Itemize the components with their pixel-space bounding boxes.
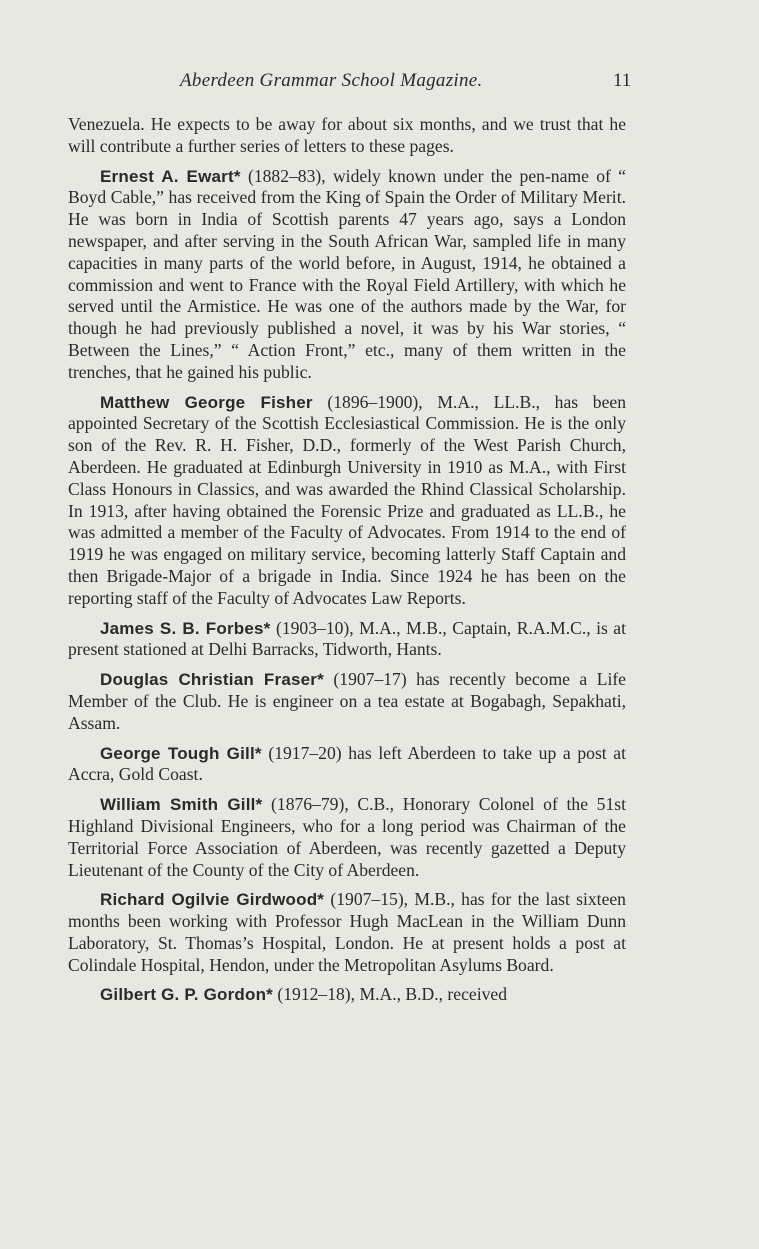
entry-paragraph <box>68 166 626 384</box>
entry-paragraph <box>68 889 626 976</box>
entry-name: Ernest A. Ewart* <box>100 166 241 186</box>
entry-paragraph <box>68 984 626 1006</box>
entry-name: George Tough Gill* <box>100 743 262 763</box>
entry-name: Douglas Christian Fraser* <box>100 670 324 690</box>
entry-name: James S. B. Forbes* <box>100 618 271 638</box>
article-body <box>68 114 626 1006</box>
entry-name: William Smith Gill* <box>100 795 263 815</box>
page-header <box>0 70 759 100</box>
entry-name: Richard Ogilvie Girdwood* <box>100 890 325 910</box>
entry-text: (1907–17) has recently become a Life Member of the Club. He is engineer on a tea estate at Bogabagh, Sepakhati, Assam. <box>68 669 626 733</box>
entry-text: (1917–20) has left Aberdeen to take up a post at Accra, Gold Coast. <box>68 742 626 785</box>
entry-text: (1882–83), widely known under the pen-name of “ Boyd Cable,” has received from the King of Spain the Order of Military Merit. He was born in India of Scottish parents 47 years ago, says a London newspaper, and after serving in the South African War, sampled life in many capacities in many parts of the world before, in August, 1914, he obtained a commission and went to France with the Royal Field Artillery, with which he served until the Armistice. He was one of the authors made by the War, for though he had previously published a novel, it was by his War stories, “ Between the Lines,” “ Action Front,” etc., many of them written in the trenches, that he gained his public. <box>68 165 626 382</box>
paragraph <box>68 114 626 158</box>
entry-paragraph <box>68 392 626 610</box>
paragraph-text: Venezuela. He expects to be away for about six months, and we trust that he will contribute a further series of letters to these pages. <box>68 114 626 156</box>
entry-name: Gilbert G. P. Gordon* <box>100 985 273 1005</box>
page-number: 11 <box>613 70 632 91</box>
entry-text: (1896–1900), M.A., LL.B., has been appointed Secretary of the Scottish Ecclesiastical Commission. He is the only son of the Rev. R. H. Fisher, D.D., formerly of the West Parish Church, Aberdeen. He graduated at Edinburgh University in 1910 as M.A., with First Class Honours in Classics, and was awarded the Rhind Classical Scholarship. In 1913, after having obtained the Forensic Prize and graduated as LL.B., he was admitted a member of the Faculty of Advocates. From 1914 to the end of 1919 he was engaged on military service, becoming latterly Staff Captain and then Brigade-Major of a brigade in India. Since 1924 he has been on the reporting staff of the Faculty of Advocates Law Reports. <box>68 391 626 608</box>
entry-text: (1903–10), M.A., M.B., Captain, R.A.M.C., is at present stationed at Delhi Barracks, Tidworth, Hants. <box>68 617 627 660</box>
entry-paragraph <box>68 618 626 662</box>
entry-text: (1912–18), M.A., B.D., received <box>272 984 508 1005</box>
entry-text: (1907–15), M.B., has for the last sixteen months been working with Professor Hugh MacLean in the William Dunn Laboratory, St. Thomas’s Hospital, London. He at present holds a post at Colindale Hospital, Hendon, under the Metropolitan Asylums Board. <box>68 889 626 975</box>
entry-paragraph <box>68 743 626 787</box>
entry-paragraph <box>68 669 626 734</box>
running-title: Aberdeen Grammar School Magazine. <box>180 70 483 91</box>
entry-name: Matthew George Fisher <box>100 392 313 412</box>
entry-paragraph <box>68 794 626 881</box>
entry-text: (1876–79), C.B., Honorary Colonel of the 51st Highland Divisional Engineers, who for a long period was Chairman of the Territorial Force Association of Aberdeen, was recently gazetted a Deputy Lieutenant of the County of the City of Aberdeen. <box>68 794 626 880</box>
